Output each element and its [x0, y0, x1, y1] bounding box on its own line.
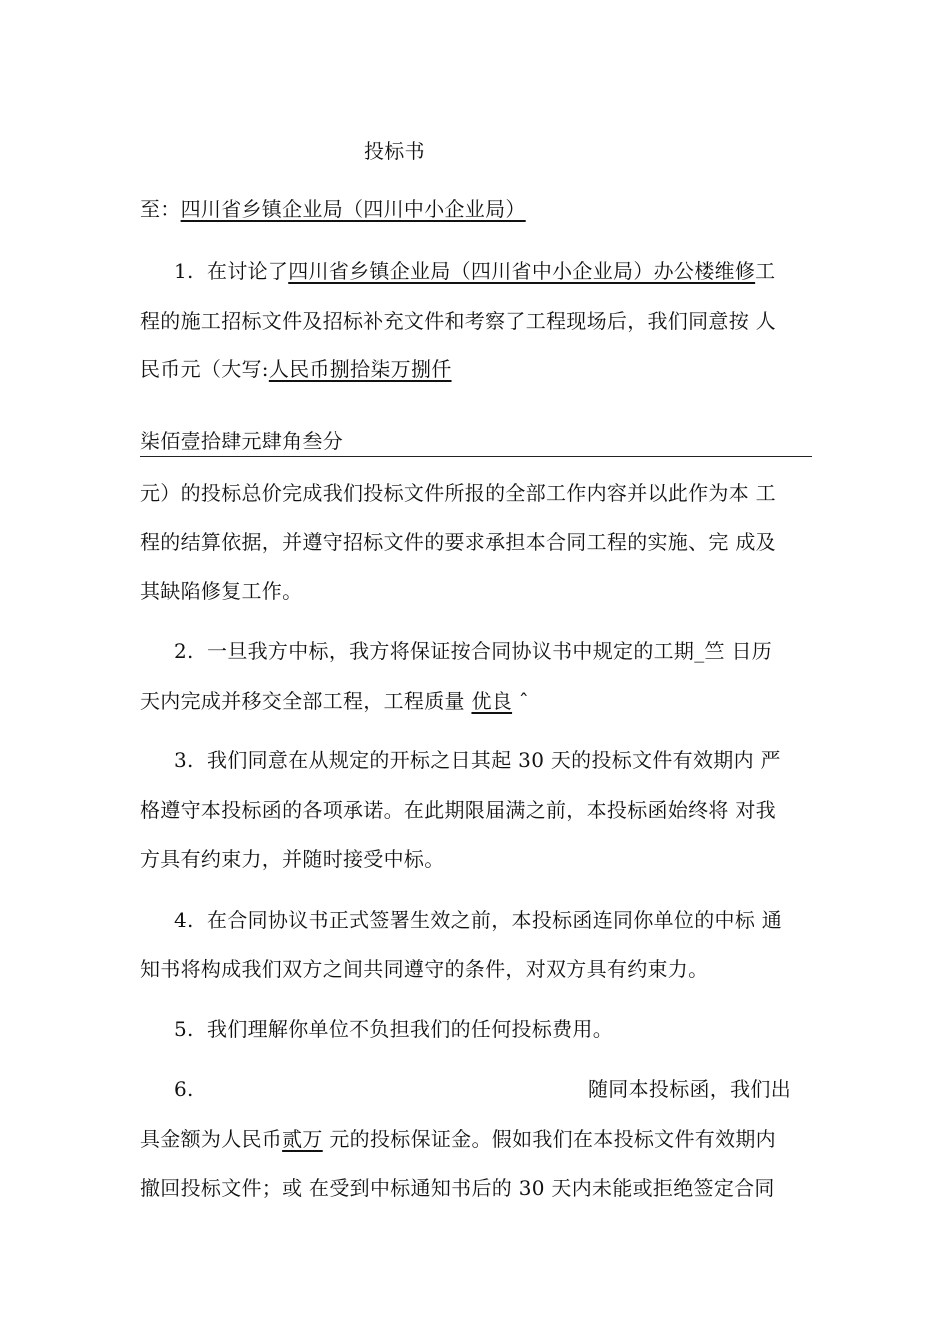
para-2-text: 日历: [724, 639, 773, 663]
document-title: 投标书: [364, 139, 425, 163]
addressee-prefix: 至：: [140, 197, 181, 221]
amount-underline-rule: [140, 456, 812, 457]
para-6-line-3: 撤回投标文件；或 在受到中标通知书后的 30 天内未能或拒绝签定合同: [140, 1176, 775, 1200]
para-1-line-4: 柒佰壹拾肆元肆角叁分: [140, 429, 343, 453]
para-6-text: 元的投标保证金。假如我们在本投标文件有效期内: [322, 1127, 776, 1151]
para-3-line-2: 格遵守本投标函的各项承诺。在此期限届满之前，本投标函始终将 对我: [140, 798, 776, 822]
para-6-text: 具金额为人民币: [140, 1127, 283, 1151]
para-1-line-5: 元）的投标总价完成我们投标文件所报的全部工作内容并以此作为本 工: [140, 481, 776, 505]
para-6-line-1: 随同本投标函，我们出: [588, 1077, 791, 1101]
para-4-number: 4.: [174, 908, 194, 932]
project-name: 四川省乡镇企业局（四川省中小企业局）办公楼维修: [288, 259, 756, 283]
para-4-line-1: [174, 907, 782, 933]
para-4-text: 在合同协议书正式签署生效之前，本投标函连同你单位的中标 通: [207, 908, 783, 932]
para-5-number: 5.: [174, 1017, 194, 1041]
para-5-text: 我们理解你单位不负担我们的任何投标费用。: [207, 1017, 614, 1041]
para-2-text: 一旦我方中标，我方将保证按合同协议书中规定的工期: [207, 639, 695, 663]
addressee-line: [140, 196, 526, 222]
para-2-line-2: [140, 688, 529, 714]
para-1-line-6: 程的结算依据，并遵守招标文件的要求承担本合同工程的实施、完 成及: [140, 530, 776, 554]
para-1-text: 工: [755, 259, 776, 283]
para-1-line-3: [140, 356, 452, 382]
para-6-line-2: [140, 1126, 776, 1152]
para-2-number: 2.: [174, 639, 194, 663]
construction-period: _竺: [694, 639, 725, 663]
para-1-line-1: [174, 258, 775, 284]
para-1-number: 1.: [174, 259, 194, 283]
para-3-number: 3.: [174, 748, 194, 772]
quality-grade: 优良: [471, 689, 513, 713]
bid-amount-words: 人民币捌拾柒万捌仟: [268, 357, 452, 381]
para-5-line-1: [174, 1016, 613, 1042]
para-2-text: 天内完成并移交全部工程，工程质量: [140, 689, 472, 713]
deposit-amount: 贰万: [282, 1127, 323, 1151]
para-1-line-7: 其缺陷修复工作。: [140, 579, 303, 603]
para-2-text: ˆ: [512, 689, 530, 713]
para-1-text: 民币元（大写:: [140, 357, 269, 381]
para-1-line-2: 程的施工招标文件及招标补充文件和考察了工程现场后，我们同意按 人: [140, 309, 776, 333]
para-1-text: 在讨论了: [207, 259, 289, 283]
para-3-line-1: [174, 747, 781, 773]
para-4-line-2: 知书将构成我们双方之间共同遵守的条件，对双方具有约束力。: [140, 957, 709, 981]
para-3-text: 我们同意在从规定的开标之日其起 30 天的投标文件有效期内 严: [207, 748, 781, 772]
para-3-line-3: 方具有约束力，并随时接受中标。: [140, 847, 445, 871]
para-6-number: 6.: [174, 1077, 194, 1101]
addressee-name: 四川省乡镇企业局（四川中小企业局）: [180, 197, 526, 221]
para-2-line-1: [174, 638, 772, 664]
